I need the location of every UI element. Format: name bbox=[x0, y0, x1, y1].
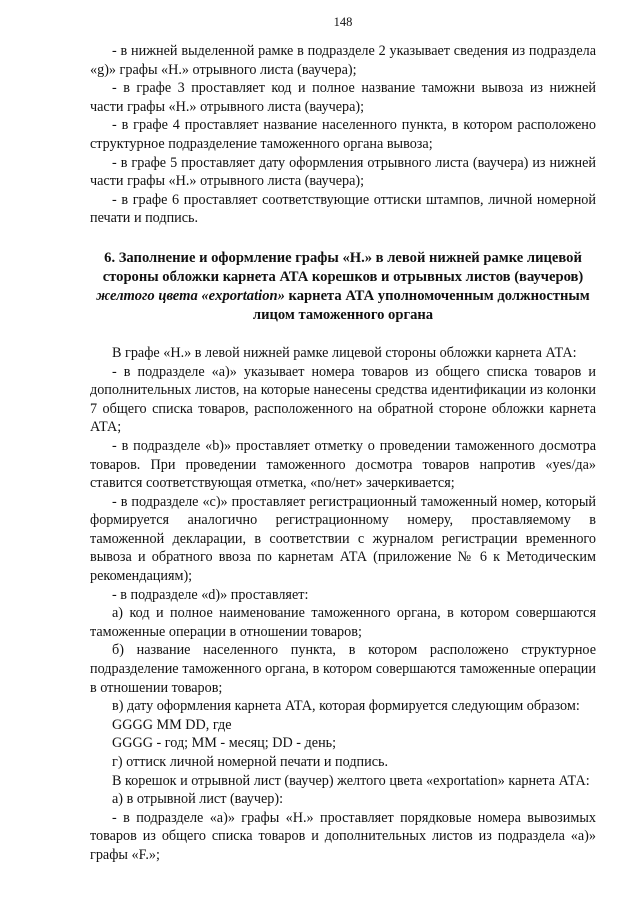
paragraph: - в нижней выделенной рамке в подразделе 2 указывает сведения из подраздела «g)» графы «H.» отрывного листа (ваучера); bbox=[90, 43, 596, 78]
top-paragraphs bbox=[90, 42, 596, 228]
paragraph: - в графе 5 проставляет дату оформления отрывного листа (ваучера) из нижней части графы «H.» отрывного листа (ваучера); bbox=[90, 154, 596, 190]
body-paragraphs bbox=[90, 344, 596, 865]
paragraph: - в подразделе «a)» графы «H.» проставляет порядковые номера вывозимых товаров из общего списка товаров и дополнительных листов из подраздела «a)» графы «F.»; bbox=[90, 809, 596, 863]
paragraph: - в графе 4 проставляет название населенного пункта, в котором расположено структурное подразделение таможенного органа вывоза; bbox=[90, 117, 596, 152]
paragraph: - в подразделе «c)» проставляет регистрационный таможенный номер, который формируется аналогично регистрационному номеру, проставляемому в таможенной декларации, в соответствии с журналом регистрации временного вывоза и обратного ввоза по карнетам АТА (приложение № 6 к Методическим рекомендациям); bbox=[90, 493, 596, 585]
paragraph: а) в отрывной лист (ваучер): bbox=[112, 791, 284, 808]
paragraph: - в графе 3 проставляет код и полное название таможни вывоза из нижней части графы «H.» отрывного листа (ваучера); bbox=[90, 80, 596, 115]
paragraph: а) код и полное наименование таможенного органа, в котором совершаются таможенные операции в отношении товаров; bbox=[90, 605, 596, 640]
paragraph: - в подразделе «a)» указывает номера товаров из общего списка товаров и дополнительных листов, на которые нанесены средства идентификации из колонки 7 общего списка товаров, расположенного на обратной стороне обложки карнета АТА; bbox=[90, 363, 596, 436]
page-number: 148 bbox=[333, 15, 353, 29]
heading-italic-text: желтого цвета «exportation» bbox=[96, 287, 285, 304]
heading-text: карнета АТА уполномоченным должностным лицом таможенного органа bbox=[252, 287, 590, 323]
paragraph: В корешок и отрывной лист (ваучер) желтого цвета «exportation» карнета АТА: bbox=[112, 772, 590, 789]
heading-text: 6. Заполнение и оформление графы «H.» в левой нижней рамке лицевой стороны обложки карнета АТА корешков и отрывных листов (ваучеров) bbox=[102, 249, 584, 285]
paragraph: - в подразделе «b)» проставляет отметку о проведении таможенного досмотра товаров. При проведении таможенного досмотра товаров напротив «yes/да» ставится соответствующая отметка, «no/нет» зачеркивается; bbox=[90, 437, 596, 492]
section-heading bbox=[90, 249, 596, 325]
paragraph: в) дату оформления карнета АТА, которая формируется следующим образом: bbox=[112, 698, 580, 715]
paragraph: GGGG MM DD, где bbox=[112, 716, 232, 733]
paragraph: В графе «H.» в левой нижней рамке лицевой стороны обложки карнета АТА: bbox=[112, 344, 577, 361]
paragraph: - в подразделе «d)» проставляет: bbox=[112, 586, 309, 603]
paragraph: б) название населенного пункта, в котором расположено структурное подразделение таможенного органа, в котором совершаются таможенные операции в отношении товаров; bbox=[90, 642, 596, 696]
paragraph: - в графе 6 проставляет соответствующие оттиски штампов, личной номерной печати и подпись. bbox=[90, 191, 596, 227]
paragraph: г) оттиск личной номерной печати и подпись. bbox=[112, 754, 389, 770]
paragraph: GGGG - год; MM - месяц; DD - день; bbox=[112, 735, 337, 752]
